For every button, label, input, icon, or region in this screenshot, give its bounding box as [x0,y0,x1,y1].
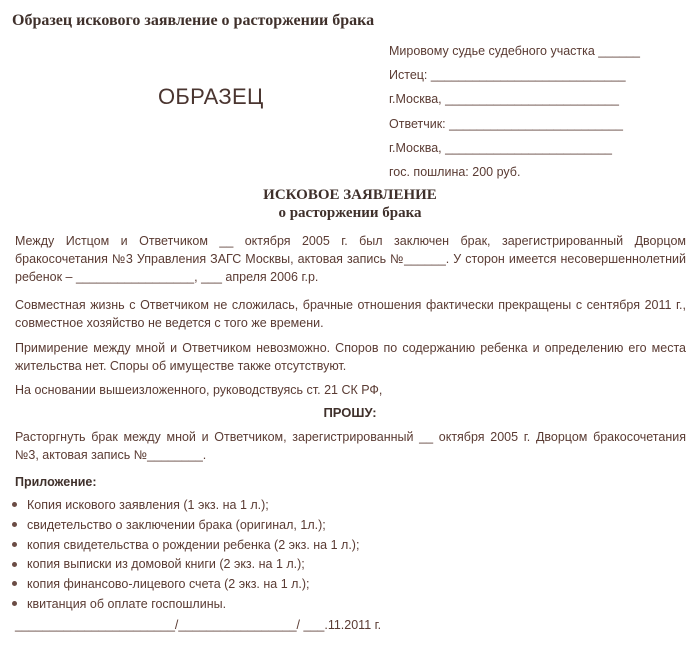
bullet-icon [12,562,17,567]
attachments-title: Приложение: [15,475,97,489]
attachment-text: копия финансово-лицевого счета (2 экз. на 1 л.); [27,577,310,592]
request-text: Расторгнуть брак между мной и Ответчиком, зарегистрированный __ октября 2005 г. Дворцом бракосочетания №3, актовая запись №________. [15,430,686,462]
attachment-text: Копия искового заявления (1 экз. на 1 л.); [27,498,269,512]
document-subheading: о расторжении брака [278,205,422,221]
paragraph-basis: На основании вышеизложенного, руководствуясь ст. 21 СК РФ, [15,383,383,397]
bullet-icon [12,601,17,606]
list-item [12,595,359,615]
attachment-text: копия выписки из домовой книги (2 экз. на 1 л.); [27,557,305,572]
bullet-icon [12,522,17,527]
attachment-text: копия свидетельства о рождении ребенка (2 экз. на 1 л.); [27,537,360,552]
judge-line: Мировому судье судебного участка ______ [389,44,641,58]
attachment-text: свидетельство о заключении брака (оригинал, 1л.); [27,517,326,532]
list-item [12,496,359,516]
defendant-city-line: г.Москва, ________________________ [389,141,612,155]
paragraph-marriage: Между Истцом и Ответчиком __ октября 2005 г. был заключен брак, зарегистрированный Дворцом бракосочетания №3 Управления ЗАГС Москвы, актовая запись №______. У сторон имеется несовершеннолетний ребенок – _________________, ___ апреля 2006 г.р. [15,234,686,284]
page-title: Образец искового заявление о расторжении брака [12,12,375,29]
list-item [12,575,359,595]
signature-line: _______________________/_________________/ ___.11.2011 г. [15,618,382,632]
list-item [12,536,359,556]
plaintiff-city-line: г.Москва, _________________________ [389,92,619,106]
request-heading: ПРОШУ: [323,405,377,420]
bullet-icon [12,502,17,507]
sample-stamp: ОБРАЗЕЦ [158,84,264,109]
paragraph-relations: Совместная жизнь с Ответчиком не сложилась, брачные отношения фактически прекращены с сентября 2011 г., совместное хозяйство не ведется с того же времени. [15,298,686,330]
list-item [12,555,359,575]
list-item [12,516,359,536]
paragraph-reconciliation: Примирение между мной и Ответчиком невозможно. Споров по содержанию ребенка и определению его места жительства нет. Споры об имуществе также отсутствуют. [15,341,686,373]
bullet-icon [12,542,17,547]
bullet-icon [12,581,17,586]
attachments-list [12,496,359,615]
attachment-text: квитанция об оплате госпошлины. [27,596,227,611]
document-heading: ИСКОВОЕ ЗАЯВЛЕНИЕ [263,187,437,203]
defendant-line: Ответчик: _________________________ [389,117,623,131]
plaintiff-line: Истец: ____________________________ [389,68,626,82]
state-fee-line: гос. пошлина: 200 руб. [389,165,521,179]
